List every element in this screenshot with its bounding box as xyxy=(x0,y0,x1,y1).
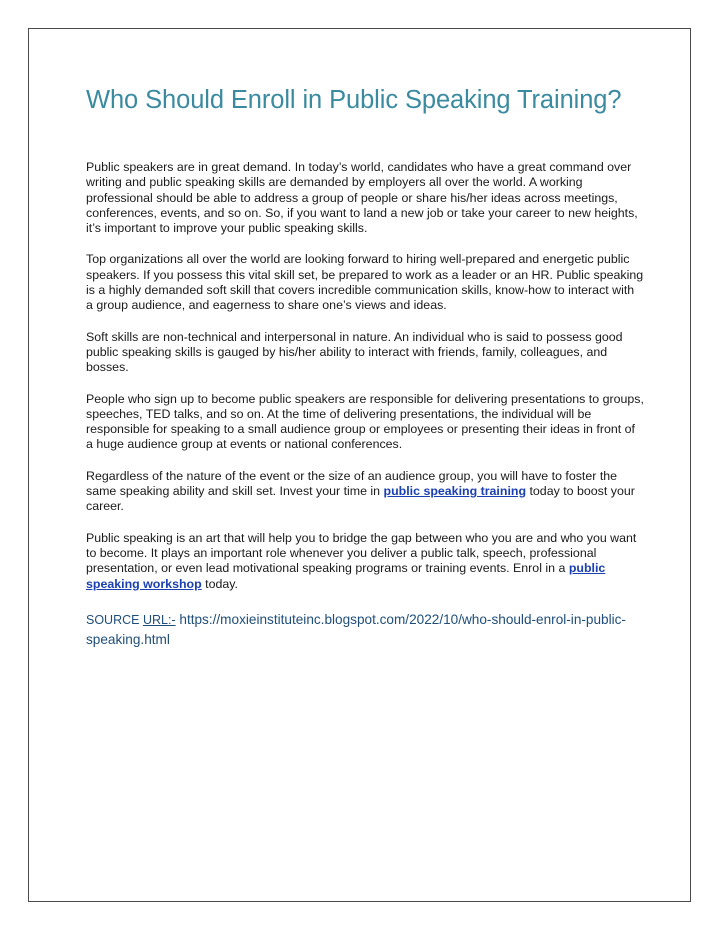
paragraph-6 xyxy=(86,531,644,592)
paragraph-6-text-after: today. xyxy=(201,576,238,591)
paragraph-5-text-before: Regardless of the nature of the event or the size of an audience group, you will have to foster the same speaking ability and skill set. Invest your time in xyxy=(86,468,618,499)
source-url-label: URL:- xyxy=(142,612,176,627)
document-body xyxy=(86,160,644,650)
public-speaking-training-link[interactable]: public speaking training xyxy=(383,484,527,499)
paragraph-5-text-after: today to boost your career. xyxy=(86,484,635,514)
source-url-link[interactable]: https://moxieinstituteinc.blogspot.com/2022/10/who-should-enrol-in-public-speaking.html xyxy=(86,611,626,647)
paragraph-1: Public speakers are in great demand. In today’s world, candidates who have a great command over writing and public speaking skills are demanded by employers all over the world. A working professional should be able to address a group of people or share his/her ideas across meetings, conferences, events, and so on. So, if you want to land a new job or take your career to new heights, it’s important to improve your public speaking skills. xyxy=(86,160,638,236)
paragraph-5 xyxy=(86,469,644,515)
paragraph-4: People who sign up to become public speakers are responsible for delivering presentations to groups, speeches, TED talks, and so on. At the time of delivering presentations, the individual will be responsible for speaking to a small audience group or employees or presenting their ideas in front of a huge audience group at events or national conferences. xyxy=(86,391,644,452)
document-title: Who Should Enroll in Public Speaking Training? xyxy=(86,86,622,114)
public-speaking-workshop-link[interactable]: public speaking workshop xyxy=(86,561,606,591)
paragraph-2: Top organizations all over the world are looking forward to hiring well-prepared and energetic public speakers. If you possess this vital skill set, be prepared to work as a leader or an HR. Public speaking is a highly demanded soft skill that covers incredible communication skills, know-how to interact with a group audience, and eagerness to share one’s views and ideas. xyxy=(86,252,644,313)
source-line xyxy=(86,610,644,650)
document-page xyxy=(28,28,691,902)
paragraph-3: Soft skills are non-technical and interpersonal in nature. An individual who is said to possess good public speaking skills is gauged by his/her ability to interact with friends, family, colleagues, and bosses. xyxy=(86,329,623,375)
source-label: SOURCE xyxy=(86,612,143,627)
paragraph-6-text-before: Public speaking is an art that will help you to bridge the gap between who you are and who you want to become. It plays an important role whenever you deliver a public talk, speech, professional presentation, or even lead motivational speaking programs or training events. Enrol in a xyxy=(86,530,637,576)
